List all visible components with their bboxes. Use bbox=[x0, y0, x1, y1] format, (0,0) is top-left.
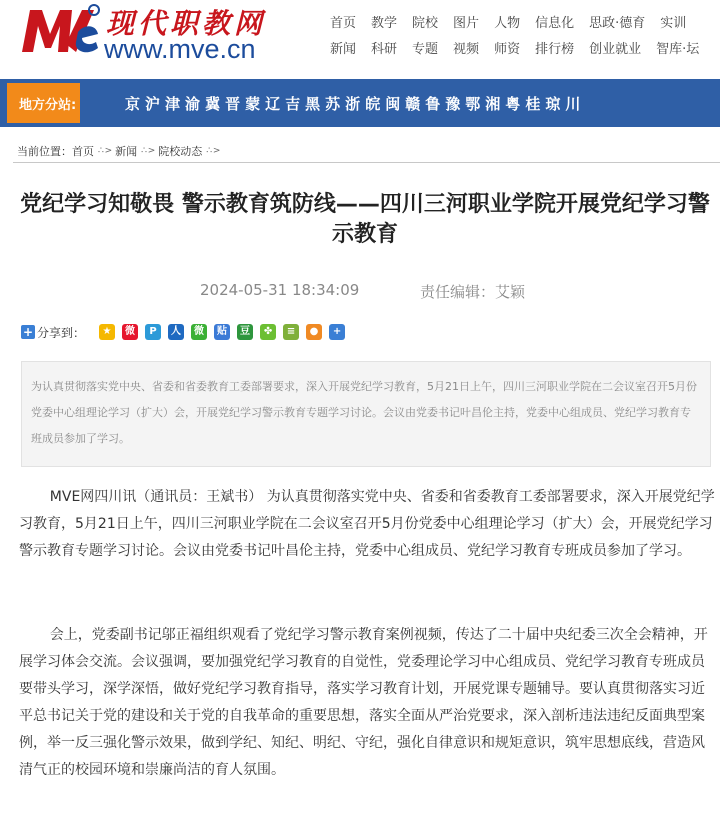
site-logo[interactable] bbox=[20, 2, 320, 68]
province-link[interactable]: 皖 bbox=[365, 94, 381, 113]
tencent-weibo-icon[interactable]: P bbox=[145, 324, 161, 340]
province-link[interactable]: 津 bbox=[165, 94, 181, 113]
qzone-icon[interactable]: ★ bbox=[99, 324, 115, 340]
responsible-editor: 责任编辑：艾颖 bbox=[420, 283, 526, 301]
province-link[interactable]: 蒙 bbox=[245, 94, 261, 113]
logo-url-text: www.mve.cn bbox=[104, 34, 256, 64]
province-link[interactable]: 川 bbox=[565, 94, 581, 113]
nav-item-home[interactable]: 首页 bbox=[330, 15, 357, 31]
logo-mark-icon bbox=[20, 4, 100, 56]
nav-item-teaching[interactable]: 教学 bbox=[371, 15, 398, 31]
breadcrumb bbox=[17, 143, 223, 159]
province-link[interactable]: 京 bbox=[125, 94, 141, 113]
email-icon[interactable]: ● bbox=[306, 324, 322, 340]
province-link[interactable]: 鄂 bbox=[465, 94, 481, 113]
nav-item-thinktank[interactable]: 智库·坛 bbox=[656, 41, 700, 57]
province-link[interactable]: 沪 bbox=[145, 94, 161, 113]
province-link[interactable]: 豫 bbox=[445, 94, 461, 113]
province-link[interactable]: 渝 bbox=[185, 94, 201, 113]
province-link[interactable]: 桂 bbox=[525, 94, 541, 113]
nav-item-employment[interactable]: 创业就业 bbox=[589, 41, 642, 57]
wechat-icon[interactable]: 微 bbox=[191, 324, 207, 340]
share-plus-icon[interactable]: + bbox=[22, 325, 34, 339]
breadcrumb-separator-icon: ∴ > bbox=[206, 146, 220, 156]
nav-item-news[interactable]: 新闻 bbox=[330, 41, 357, 57]
nav-item-training[interactable]: 实训 bbox=[660, 15, 687, 31]
province-link[interactable]: 吉 bbox=[285, 94, 301, 113]
breadcrumb-separator-icon: ∴ > bbox=[141, 146, 155, 156]
breadcrumb-school-news-link[interactable]: 院校动态 bbox=[158, 145, 203, 158]
regional-sites-label: 地方分站: bbox=[7, 83, 80, 123]
main-nav bbox=[330, 8, 720, 60]
nav-row-1 bbox=[330, 8, 720, 34]
breadcrumb-home-link[interactable]: 首页 bbox=[72, 145, 94, 158]
regional-sites-bar bbox=[0, 79, 720, 127]
share-label: 分享到： bbox=[37, 325, 86, 340]
province-link[interactable]: 浙 bbox=[345, 94, 361, 113]
nav-row-2 bbox=[330, 34, 720, 60]
province-link[interactable]: 冀 bbox=[205, 94, 221, 113]
province-link[interactable]: 湘 bbox=[485, 94, 501, 113]
nav-item-photos[interactable]: 图片 bbox=[453, 15, 480, 31]
province-link[interactable]: 粤 bbox=[505, 94, 521, 113]
nav-item-ideology[interactable]: 思政·德育 bbox=[589, 15, 646, 31]
weibo-icon[interactable]: 微 bbox=[122, 324, 138, 340]
nav-item-people[interactable]: 人物 bbox=[494, 15, 521, 31]
print-icon[interactable]: ≡ bbox=[283, 324, 299, 340]
breadcrumb-divider bbox=[13, 162, 720, 163]
tieba-icon[interactable]: 贴 bbox=[214, 324, 230, 340]
nav-item-informatization[interactable]: 信息化 bbox=[535, 15, 575, 31]
site-header bbox=[0, 0, 720, 75]
province-link[interactable]: 闽 bbox=[385, 94, 401, 113]
nav-item-topics[interactable]: 专题 bbox=[412, 41, 439, 57]
province-link[interactable]: 晋 bbox=[225, 94, 241, 113]
article-paragraph-1: MVE网四川讯（通讯员：王斌书） 为认真贯彻落实党中央、省委和省委教育工委部署要求，深入开展党纪学习教育，5月21日上午，四川三河职业学院在二会议室召开5月份党委中心组理论学习（扩大）会，开展党纪学习警示教育专题学习讨论。会议由党委书记叶昌伦主持，党委中心组成员、党纪学习教育专班成员参加了学习。 bbox=[19, 489, 715, 559]
more-share-icon[interactable]: + bbox=[329, 324, 345, 340]
breadcrumb-news-link[interactable]: 新闻 bbox=[115, 145, 138, 158]
breadcrumb-separator-icon: ∴ > bbox=[98, 146, 112, 156]
share-bar bbox=[21, 323, 352, 341]
nav-item-teachers[interactable]: 师资 bbox=[494, 41, 521, 57]
province-link[interactable]: 黑 bbox=[305, 94, 321, 113]
province-link[interactable]: 辽 bbox=[265, 94, 281, 113]
douban-icon[interactable]: 豆 bbox=[237, 324, 253, 340]
article-title: 党纪学习知敬畏 警示教育筑防线——四川三河职业学院开展党纪学习警示教育 bbox=[20, 192, 710, 247]
province-link[interactable]: 鲁 bbox=[425, 94, 441, 113]
province-link[interactable]: 赣 bbox=[405, 94, 421, 113]
kaixin-icon[interactable]: ✤ bbox=[260, 324, 276, 340]
publish-date: 2024-05-31 18:34:09 bbox=[200, 281, 360, 299]
breadcrumb-prefix: 当前位置： bbox=[17, 145, 72, 158]
article-paragraph-2: 会上，党委副书记邬正福组织观看了党纪学习警示教育案例视频，传达了二十届中央纪委三次全会精神，开展学习体会交流。会议强调，要加强党纪学习教育的自觉性，党委理论学习中心组成员、党纪学习教育专班成员要带头学习，深学深悟，做好党纪学习教育指导，落实学习教育计划，开展党课专题辅导。要认真贯彻落实习近平总书记关于党的建设和关于党的自我革命的重要思想，落实全面从严治党要求，深入剖析违法违纪反面典型案例，举一反三强化警示效果，做到学纪、知纪、明纪、守纪，强化自律意识和规矩意识，筑牢思想底线，营造风清气正的校园环境和崇廉尚洁的育人氛围。 bbox=[19, 627, 708, 778]
article-summary: 为认真贯彻落实党中央、省委和省委教育工委部署要求，深入开展党纪学习教育，5月21日上午，四川三河职业学院在二会议室召开5月份党委中心组理论学习（扩大）会，开展党纪学习警示教育专题学习讨论。会议由党委书记叶昌伦主持，党委中心组成员、党纪学习教育专班成员参加了学习。 bbox=[21, 361, 711, 467]
nav-item-research[interactable]: 科研 bbox=[371, 41, 398, 57]
nav-item-video[interactable]: 视频 bbox=[453, 41, 480, 57]
nav-item-rankings[interactable]: 排行榜 bbox=[535, 41, 575, 57]
share-icon-list bbox=[99, 324, 352, 340]
nav-item-schools[interactable]: 院校 bbox=[412, 15, 439, 31]
logo-chinese-text: 现代职教网 bbox=[106, 7, 267, 40]
province-link[interactable]: 苏 bbox=[325, 94, 341, 113]
province-link[interactable]: 琼 bbox=[545, 94, 561, 113]
province-links bbox=[125, 79, 585, 127]
renren-icon[interactable]: 人 bbox=[168, 324, 184, 340]
